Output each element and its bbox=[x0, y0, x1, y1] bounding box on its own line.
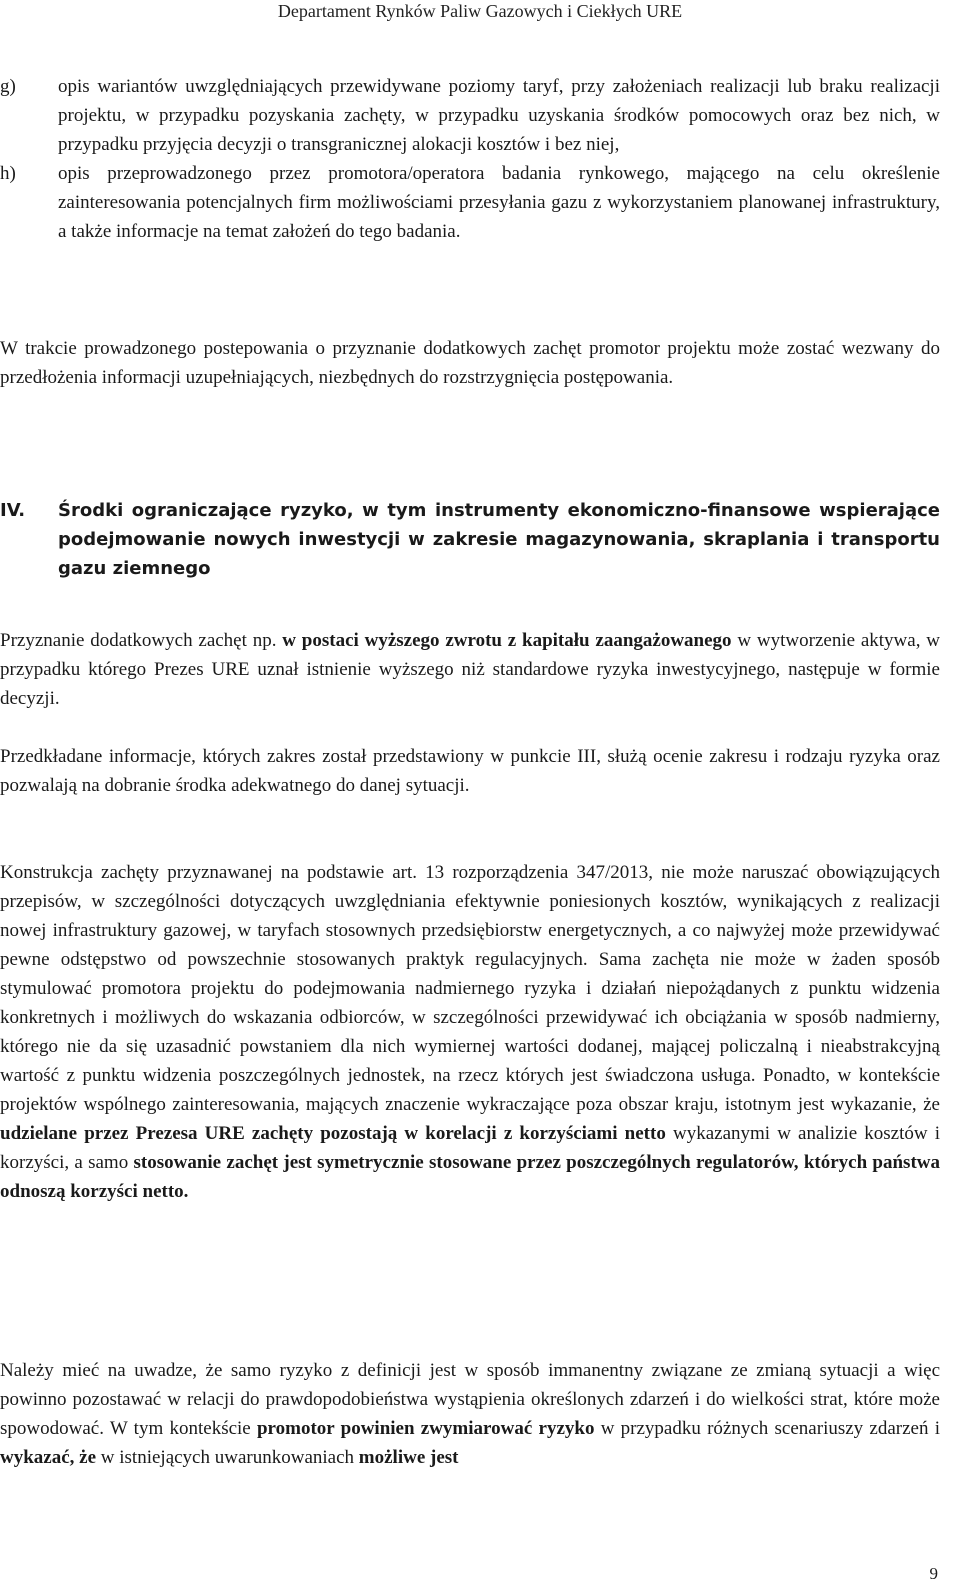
list-item bbox=[0, 72, 940, 159]
requirements-list bbox=[0, 72, 940, 246]
text-run: Konstrukcja zachęty przyznawanej na podstawie art. 13 rozporządzenia 347/2013, nie może naruszać obowiązujących przepisów, w szczególności dotyczących uwzględniania efektywnie poniesionych kosztów, wynikających z realizacji nowej infrastruktury gazowej, w taryfach stosownych przedsiębiorstw energetycznych, a co najwyżej może przewidywać pewne odstępstwo od powszechnie stosowanych praktyk regulacyjnych. Sama zachęta nie może w żaden sposób stymulować promotora projektu do podejmowania nadmiernego ryzyka i działań niepożądanych z punktu widzenia konkretnych i możliwych do wskazania odbiorców, w szczególności przewidywać ich obciążania w sposób nadmierny, którego nie da się uzasadnić powstaniem dla nich wymiernej wartości dodanej, mającej policzalną i nieabstrakcyjną wartość z punktu widzenia poszczególnych jednostek, na rzecz których jest świadczona usługa. Ponadto, w kontekście projektów wspólnego zainteresowania, mających znaczenie wykraczające poza obszar kraju, istotnym jest wykazanie, że bbox=[0, 862, 940, 1115]
section-title: Środki ograniczające ryzyko, w tym instrumenty ekonomiczno-finansowe wspierające podejmowanie nowych inwestycji w zakresie magazynowania, skraplania i transportu gazu ziemnego bbox=[58, 500, 940, 579]
list-item-text: opis przeprowadzonego przez promotora/operatora badania rynkowego, mającego na celu określenie zainteresowania potencjalnych firm możliwościami przesyłania gazu z wykorzystaniem planowanej infrastruktury, a także informacje na temat założeń do tego badania. bbox=[58, 163, 940, 242]
list-item-text: opis wariantów uwzględniających przewidywane poziomy taryf, przy założeniach realizacji lub braku realizacji projektu, w przypadku pozyskania zachęty, w przypadku uzyskania środków pomocowych oraz bez nich, w przypadku przyjęcia decyzji o transgranicznej alokacji kosztów i bez niej, bbox=[58, 76, 940, 155]
list-marker: g) bbox=[0, 76, 16, 97]
list-marker: h) bbox=[0, 163, 16, 184]
text-run: wykazanymi w analizie kosztów i korzyści, a samo bbox=[0, 1123, 941, 1173]
list-item bbox=[0, 159, 940, 246]
bold-run: promotor powinien zwymiarować ryzyko bbox=[256, 1418, 595, 1439]
bold-run: wykazać, że bbox=[0, 1447, 97, 1468]
bold-run: możliwe jest bbox=[358, 1447, 459, 1468]
paragraph-konstrukcja bbox=[0, 858, 940, 1206]
paragraph-nalezy bbox=[0, 1356, 940, 1472]
paragraph-w-trakcie: W trakcie prowadzonego postepowania o przyznanie dodatkowych zachęt promotor projektu może zostać wezwany do przedłożenia informacji uzupełniających, niezbędnych do rozstrzygnięcia postępowania. bbox=[0, 338, 940, 388]
paragraph-przedkladane: Przedkładane informacje, których zakres został przedstawiony w punkcie III, służą ocenie zakresu i rodzaju ryzyka oraz pozwalają na dobranie środka adekwatnego do danej sytuacji. bbox=[0, 746, 940, 796]
bold-run: udzielane przez Prezesa URE zachęty pozostają w korelacji z korzyściami netto bbox=[0, 1123, 666, 1144]
bold-run: stosowanie zachęt jest symetrycznie stosowane przez poszczególnych regulatorów, których państwa odnoszą korzyści netto. bbox=[0, 1152, 940, 1202]
text-run: Należy mieć na uwadze, że samo ryzyko z definicji jest w sposób immanentny związane ze zmianą sytuacji a więc powinno pozostawać w relacji do prawdopodobieństwa wystąpienia określonych zdarzeń i do wielkości strat, które może spowodować. W tym kontekście bbox=[0, 1360, 940, 1439]
paragraph-przyznanie bbox=[0, 626, 940, 713]
text-run: w wytworzenie aktywa, w przypadku którego Prezes URE uznał istnienie wyższego niż standardowe ryzyka inwestycyjnego, następuje w formie decyzji. bbox=[0, 630, 940, 709]
text-run: Przyznanie dodatkowych zachęt np. bbox=[0, 630, 283, 651]
text-run: w przypadku różnych scenariuszy zdarzeń i bbox=[594, 1418, 940, 1439]
page-header: Departament Rynków Paliw Gazowych i Ciekłych URE bbox=[277, 1, 683, 21]
section-number: IV. bbox=[0, 500, 26, 521]
section-heading bbox=[0, 496, 940, 583]
page-number: 9 bbox=[929, 1564, 938, 1583]
bold-run: w postaci wyższego zwrotu z kapitału zaangażowanego bbox=[282, 630, 732, 651]
text-run: w istniejących uwarunkowaniach bbox=[96, 1447, 359, 1468]
